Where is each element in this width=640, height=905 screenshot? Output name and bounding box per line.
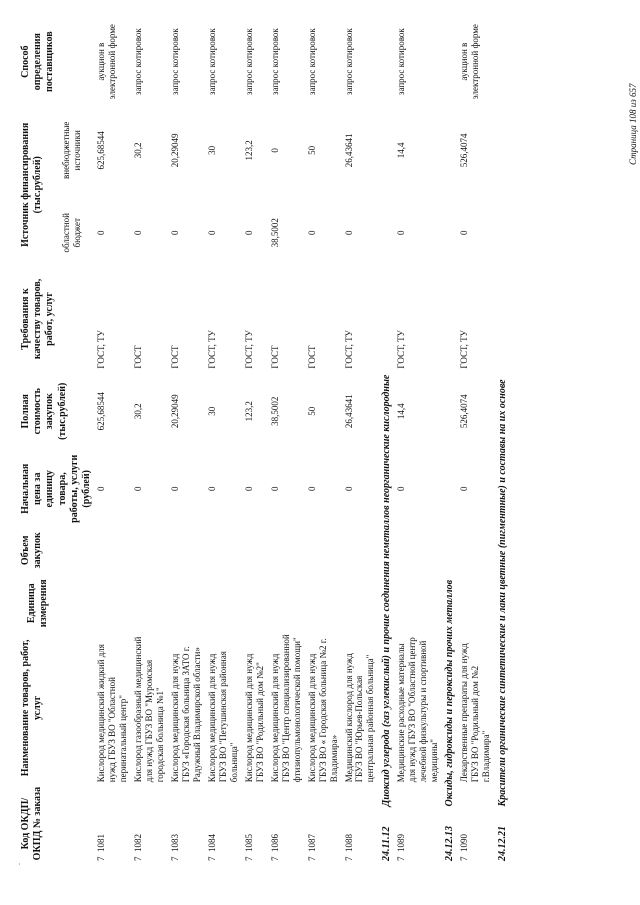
quality-requirements: ГОСТ [169, 345, 180, 369]
quality-requirements: ГОСТ, ТУ [343, 330, 354, 369]
procurement-method: запрос котировок [169, 28, 180, 96]
table-row [269, 21, 306, 863]
unit-price: 0 [243, 486, 254, 492]
regional-budget: 0 [395, 230, 406, 236]
total-cost: 20,29049 [169, 394, 180, 429]
group-heading [442, 21, 457, 863]
scan-mark: · [18, 860, 21, 869]
unit-cell [206, 575, 243, 632]
table-row [132, 21, 169, 863]
group-heading-row [379, 21, 394, 863]
group-code: 24.11.12 [381, 826, 393, 861]
header-total: Полная стоимость закупок (тыс.рублей) [20, 382, 68, 440]
order-number: 1089 [395, 834, 406, 852]
header-requirements: Требования к качеству товаров, работ, услуг [20, 278, 56, 360]
total-cost: 30,2 [133, 403, 144, 420]
table-row [243, 21, 269, 863]
regional-budget: 0 [206, 230, 217, 236]
unit-cell [269, 575, 306, 632]
group-heading [379, 21, 394, 863]
item-name: Лекарственные препараты для нужд ГБУЗ ВО "Родильный дом №2 г.Владимира" [458, 643, 491, 783]
procurement-method: запрос котировок [395, 28, 406, 96]
item-name: Кислород медицинский жидкий для нужд ГБУЗ ВО "Областной перинатальный центр" [96, 644, 129, 783]
order-number: 1087 [306, 834, 317, 852]
unit-cell [458, 575, 495, 632]
volume-cell [206, 526, 243, 575]
header-price: Начальная цена за единицу товара, работы, услуги (рублей) [20, 454, 92, 523]
quality-requirements: ГОСТ [269, 345, 280, 369]
unit-price: 0 [343, 486, 354, 492]
total-cost: 30 [206, 406, 217, 416]
order-code [132, 784, 169, 863]
volume-cell [306, 526, 343, 575]
extrabudget-sources: 30 [206, 145, 217, 155]
table-row [458, 21, 495, 863]
order-prefix: 7 [458, 856, 469, 861]
extrabudget-sources: 26,43641 [343, 133, 354, 168]
table-row [169, 21, 206, 863]
item-name: Кислород медицинский для нужд ГБУЗ ВО "Родильный дом №2" [243, 653, 265, 783]
procurement-method: запрос котировок [206, 28, 217, 96]
unit-cell [306, 575, 343, 632]
order-prefix: 7 [395, 856, 406, 861]
quality-requirements: ГОСТ, ТУ [206, 330, 217, 369]
group-title: Диоксид углерода (газ углекислый) и прочие соединения неметаллов неорганические кислородные [381, 374, 393, 807]
procurement-method: запрос котировок [243, 28, 254, 96]
unit-price: 0 [458, 486, 469, 492]
order-code [395, 784, 443, 863]
header-code: Код ОКДП/ ОКПД № заказа [20, 786, 44, 861]
volume-cell [169, 526, 206, 575]
volume-cell [95, 526, 132, 575]
order-code [169, 784, 206, 863]
procurement-method: запрос котировок [306, 28, 317, 96]
table-row [343, 21, 380, 863]
order-code [206, 784, 243, 863]
item-name: Кислород медицинский для нужд ГБУЗ «Городская больница ЗАТО г. Радужный Владимирской области» [169, 646, 202, 783]
procurement-method: запрос котировок [133, 28, 144, 96]
total-cost: 625,68544 [96, 392, 107, 431]
regional-budget: 0 [306, 230, 317, 236]
header-method: Способ определения поставщиков [20, 31, 56, 92]
page-number: Страница 108 из 657 [628, 83, 638, 165]
unit-cell [95, 575, 132, 632]
order-code [306, 784, 343, 863]
order-number: 1085 [243, 834, 254, 852]
table-row [95, 21, 132, 863]
group-heading-row [495, 21, 510, 863]
group-code: 24.12.13 [444, 826, 456, 861]
quality-requirements: ГОСТ, ТУ [96, 330, 107, 369]
table-header [18, 21, 95, 863]
order-number: 1088 [343, 834, 354, 852]
group-title: Оксиды, гидроксиды и пероксиды прочих металлов [444, 579, 456, 807]
volume-cell [458, 526, 495, 575]
item-name: Медицинские расходные материалы для нужд ГБУЗ ВО "Областной центр лечебной физкультуры и спортивной медицины" [395, 637, 439, 783]
total-cost: 50 [306, 406, 317, 416]
total-cost: 38,5002 [269, 396, 280, 426]
group-heading-row [442, 21, 457, 863]
table-body [95, 21, 510, 863]
procurement-method: запрос котировок [269, 28, 280, 96]
procurement-method: запрос котировок [343, 28, 354, 96]
unit-cell [169, 575, 206, 632]
item-name: Кислород медицинский для нужд ГБУЗ ВО "Петушинская районная больница" [206, 651, 239, 783]
item-name: Кислород газообразный медицинский для нужд ГБУЗ ВО "Муромская городская больница №1" [133, 636, 165, 783]
quality-requirements: ГОСТ [133, 345, 144, 369]
unit-cell [243, 575, 269, 632]
unit-cell [343, 575, 380, 632]
unit-price: 0 [96, 486, 107, 492]
order-code [95, 784, 132, 863]
total-cost: 14,4 [395, 403, 406, 420]
order-number: 1082 [133, 834, 144, 852]
group-code: 24.12.21 [496, 826, 508, 861]
table-row [395, 21, 443, 863]
procurement-method: аукцион в электронной форме [96, 24, 118, 100]
order-prefix: 7 [96, 856, 107, 861]
regional-budget: 0 [243, 230, 254, 236]
volume-cell [343, 526, 380, 575]
total-cost: 526,4074 [458, 394, 469, 429]
order-code [458, 784, 495, 863]
order-number: 1086 [269, 834, 280, 852]
total-cost: 123,2 [243, 401, 254, 422]
extrabudget-sources: 14,4 [395, 142, 406, 159]
unit-price: 0 [395, 486, 406, 492]
unit-price: 0 [206, 486, 217, 492]
regional-budget: 0 [458, 230, 469, 236]
table-row [306, 21, 343, 863]
extrabudget-sources: 20,29049 [169, 133, 180, 168]
header-volume: Объем закупок [20, 532, 44, 569]
unit-price: 0 [269, 486, 280, 492]
regional-budget: 0 [343, 230, 354, 236]
order-number: 1083 [169, 834, 180, 852]
extrabudget-sources: 30,2 [133, 142, 144, 159]
regional-budget: 0 [96, 230, 107, 236]
extrabudget-sources: 123,2 [243, 140, 254, 161]
unit-price: 0 [306, 486, 317, 492]
quality-requirements: ГОСТ, ТУ [458, 330, 469, 369]
order-code [269, 784, 306, 863]
order-prefix: 7 [269, 856, 280, 861]
extrabudget-sources: 526,4074 [458, 133, 469, 168]
volume-cell [132, 526, 169, 575]
volume-cell [243, 526, 269, 575]
item-name: Кислород медицинский для нужд ГБУЗ ВО « Городская больница №2 г. Владимира» [306, 638, 339, 783]
group-title: Красители органические синтетические и лаки цветные (пигментные) и составы на их основе [496, 379, 508, 807]
total-cost: 26,43641 [343, 394, 354, 429]
regional-budget: 38,5002 [269, 218, 280, 248]
extrabudget-sources: 0 [269, 148, 280, 153]
extrabudget-sources: 625,68544 [96, 131, 107, 170]
order-prefix: 7 [169, 856, 180, 861]
quality-requirements: ГОСТ [306, 345, 317, 369]
order-number: 1090 [458, 834, 469, 852]
order-code [243, 784, 269, 863]
header-financing: Источник финансирования (тыс.рублей) [20, 122, 44, 247]
extrabudget-sources: 50 [306, 145, 317, 155]
order-prefix: 7 [343, 856, 354, 861]
header-extrabudget: внебюджетные источники [60, 121, 82, 179]
volume-cell [395, 526, 443, 575]
header-unit: Единица измерения [26, 579, 50, 628]
unit-cell [132, 575, 169, 632]
item-name: Медицинский кислород для нужд ГБУЗ ВО "Юрьев-Польская центральная районная больница" [343, 653, 376, 783]
volume-cell [269, 526, 306, 575]
order-prefix: 7 [206, 856, 217, 861]
group-heading [495, 21, 510, 863]
order-number: 1081 [96, 834, 107, 852]
unit-price: 0 [169, 486, 180, 492]
unit-cell [395, 575, 443, 632]
order-prefix: 7 [133, 856, 144, 861]
quality-requirements: ГОСТ, ТУ [243, 330, 254, 369]
order-prefix: 7 [306, 856, 317, 861]
procurement-table [18, 21, 510, 863]
quality-requirements: ГОСТ, ТУ [395, 330, 406, 369]
header-regional-budget: областной бюджет [60, 213, 82, 253]
order-number: 1084 [206, 834, 217, 852]
procurement-method: аукцион в электронной форме [458, 24, 480, 100]
regional-budget: 0 [169, 230, 180, 236]
order-prefix: 7 [243, 856, 254, 861]
regional-budget: 0 [133, 230, 144, 236]
order-code [343, 784, 380, 863]
item-name: Кислород медицинский для нужд ГБУЗ ВО "Центр специализированной фтизиопульмонологической помощи" [269, 634, 302, 783]
table-row [206, 21, 243, 863]
unit-price: 0 [133, 486, 144, 492]
header-name: Наименование товаров, работ, услуг [20, 639, 44, 777]
